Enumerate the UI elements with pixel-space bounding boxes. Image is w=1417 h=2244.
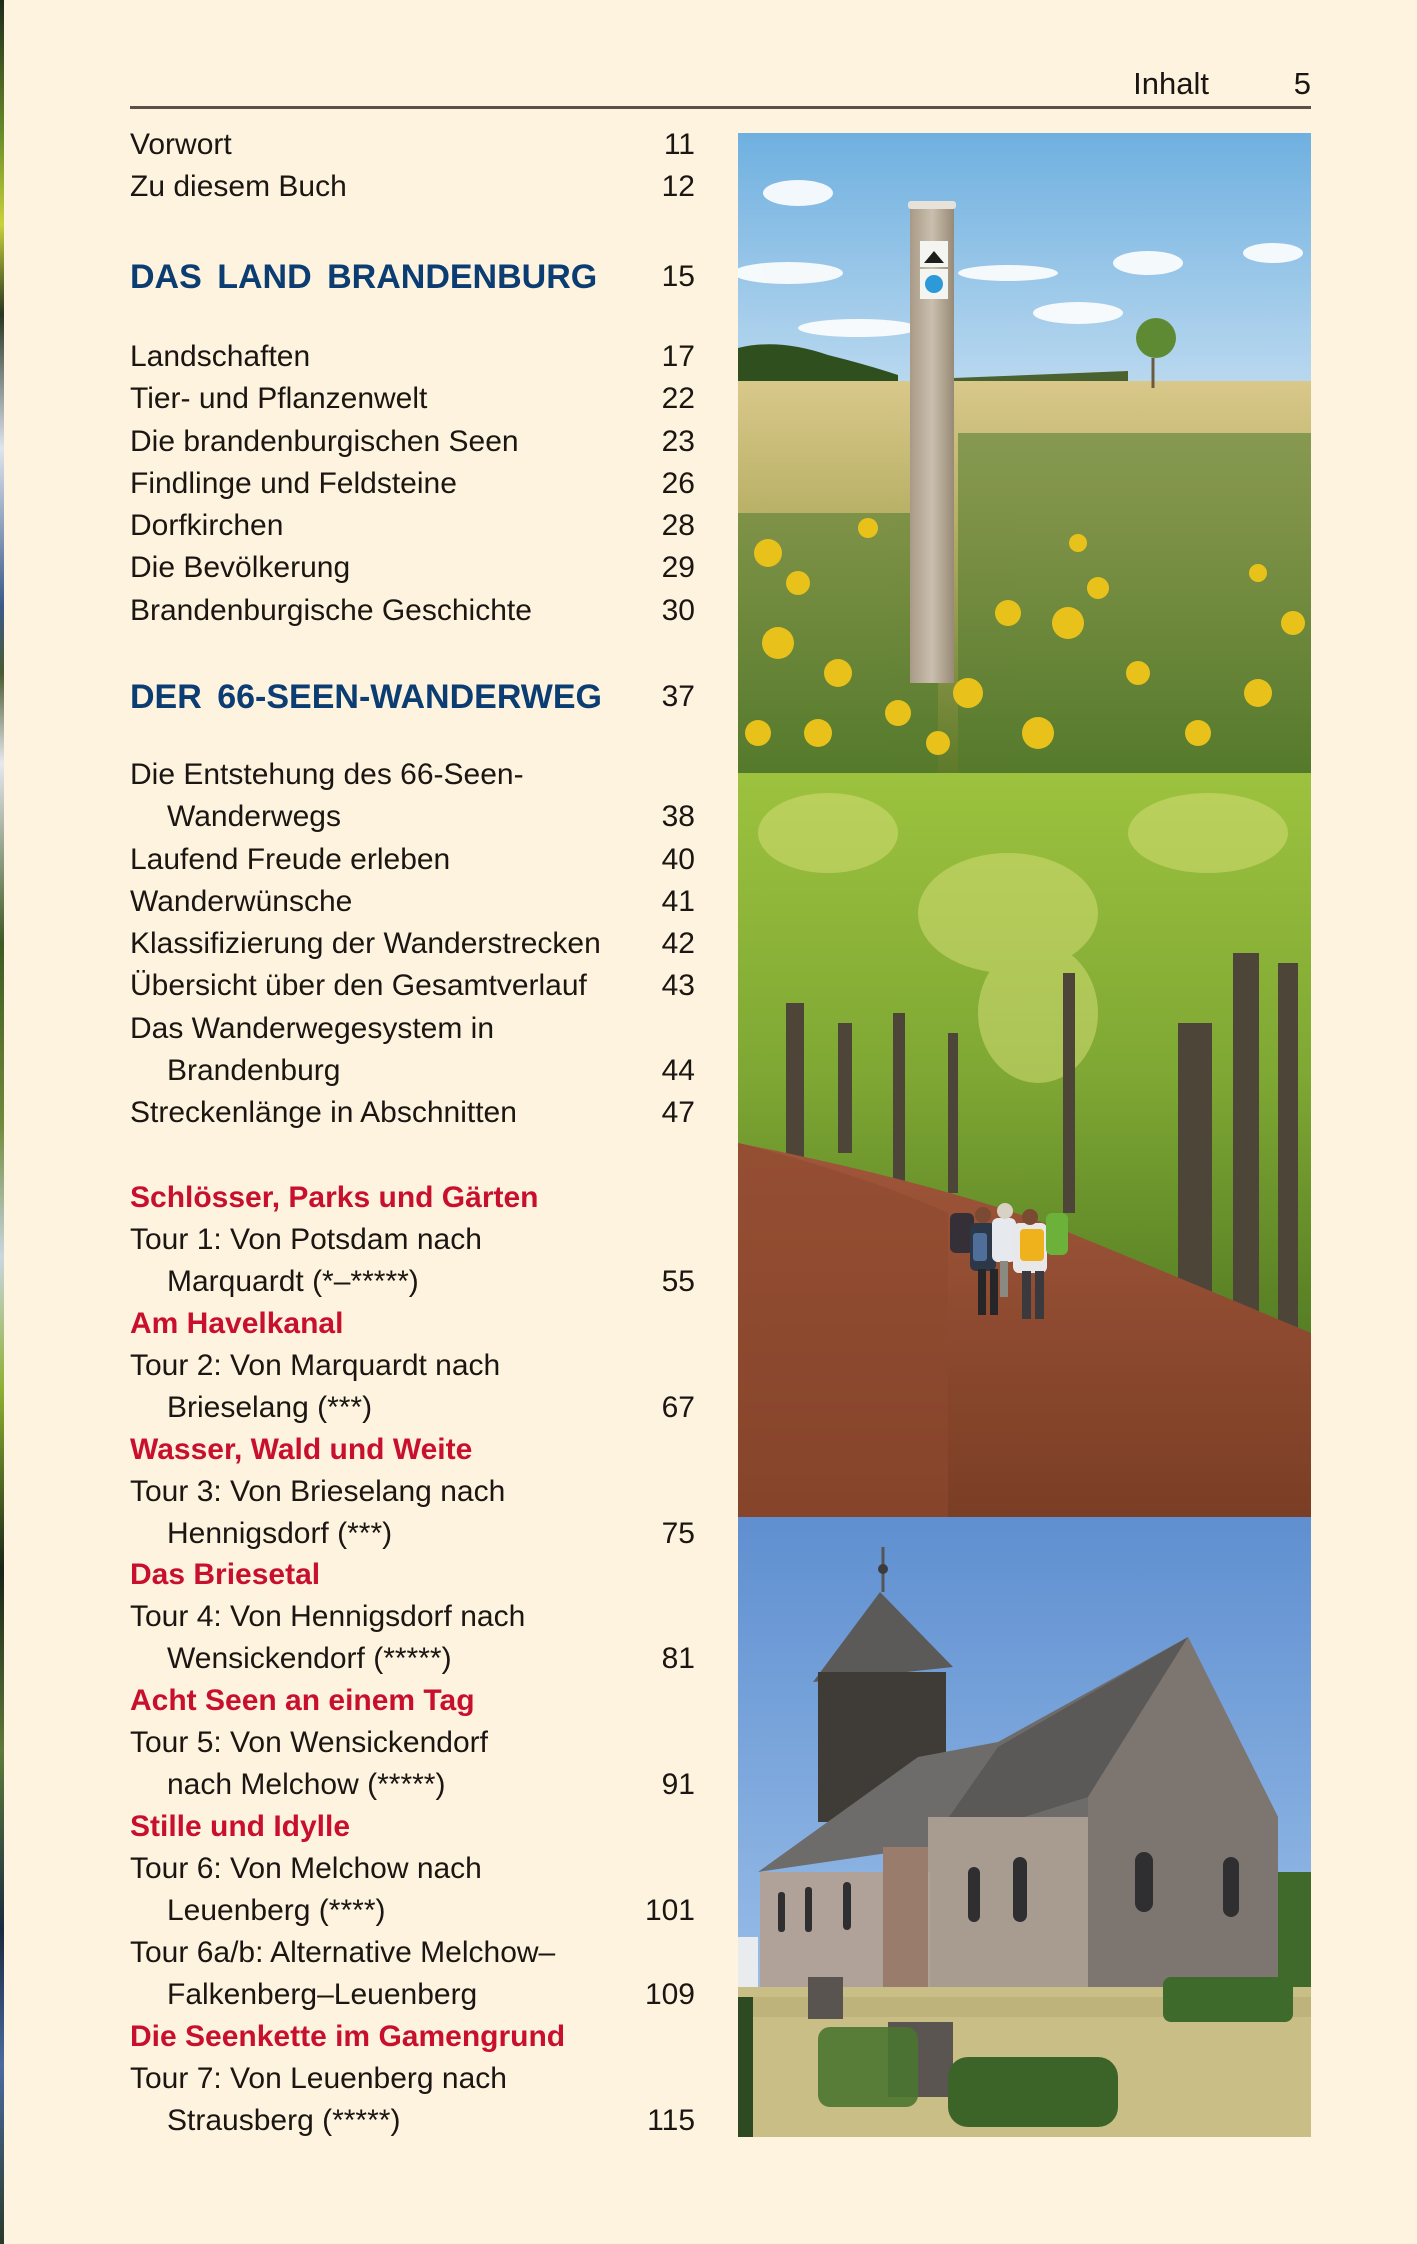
photo-trail-signpost [738, 133, 1311, 773]
section-title: Acht Seen an einem Tag [130, 1684, 475, 1718]
tour-title: Tour 2: Von Marquardt nach [130, 1348, 501, 1382]
toc-chapter2-entries [130, 754, 695, 1135]
tour-entry-continuation[interactable] [130, 1974, 695, 2016]
toc-entry[interactable] [130, 336, 695, 378]
tour-title-cont: Leuenberg (****) [167, 1893, 386, 1927]
running-header [130, 62, 1311, 109]
tour-section-title[interactable] [130, 1806, 695, 1848]
toc-entry-page: 23 [661, 424, 695, 458]
toc-entry-title: Das Wanderwegesystem in [130, 1011, 495, 1045]
toc-entry-page: 11 [663, 128, 695, 161]
tour-title: Tour 3: Von Brieselang nach [130, 1474, 506, 1508]
toc-entry-page: 17 [661, 340, 695, 373]
toc-entry-page: 44 [661, 1054, 695, 1088]
trail-marker-icon [925, 275, 943, 293]
toc-entry-page: 30 [661, 593, 695, 627]
tour-title-cont: Wensickendorf (*****) [167, 1642, 452, 1676]
tour-entry[interactable] [130, 1219, 695, 1261]
tour-title-cont: Brieselang (***) [167, 1390, 373, 1424]
toc-entry-continuation[interactable] [130, 796, 695, 838]
toc-entry-page: 28 [661, 509, 695, 543]
tour-title-cont: Strausberg (*****) [167, 2103, 401, 2137]
toc-entry-page: 41 [661, 884, 695, 918]
tour-title: Tour 5: Von Wensickendorf [130, 1726, 488, 1760]
toc-entry-title: Streckenlänge in Abschnitten [130, 1096, 517, 1130]
tour-page: 75 [661, 1516, 695, 1550]
tour-entry-continuation[interactable] [130, 1387, 695, 1429]
tour-title: Tour 1: Von Potsdam nach [130, 1222, 482, 1256]
toc-entry-page: 12 [661, 170, 695, 204]
section-title: Schlösser, Parks und Gärten [130, 1181, 539, 1214]
tour-entry-continuation[interactable] [130, 1513, 695, 1555]
tour-entry[interactable] [130, 2058, 695, 2100]
tour-page: 91 [661, 1768, 695, 1802]
toc-entry[interactable] [130, 923, 695, 965]
photo-village-church [738, 1517, 1311, 2137]
toc-entry-title: Übersicht über den Gesamtverlauf [130, 969, 587, 1003]
tour-title-cont: nach Melchow (*****) [167, 1768, 446, 1802]
tour-entry[interactable] [130, 1471, 695, 1513]
tour-entry[interactable] [130, 1848, 695, 1890]
toc-entry[interactable] [130, 754, 695, 796]
toc-entry[interactable] [130, 463, 695, 505]
tour-section-title[interactable] [130, 1303, 695, 1345]
chapter-page: 15 [661, 260, 695, 293]
tour-entry[interactable] [130, 1722, 695, 1764]
page-number: 5 [1293, 66, 1311, 101]
toc-entry[interactable] [130, 547, 695, 589]
toc-tours [130, 1177, 695, 2142]
toc-entry-page: 40 [661, 842, 695, 876]
tour-section-title[interactable] [130, 1429, 695, 1471]
chapter-title: DAS LAND BRANDENBURG [130, 258, 598, 296]
tour-title: Tour 6a/b: Alternative Melchow– [130, 1935, 556, 1969]
toc-entry-title: Vorwort [130, 128, 232, 161]
header-section-title: Inhalt [1133, 66, 1209, 101]
tour-page: 81 [661, 1642, 695, 1676]
section-title: Am Havelkanal [130, 1306, 344, 1340]
toc-entry[interactable] [130, 1092, 695, 1134]
tour-page: 101 [644, 1893, 695, 1927]
toc-entry-title: Laufend Freude erleben [130, 842, 451, 876]
toc-entry-title: Die Entstehung des 66-Seen- [130, 758, 524, 791]
tour-section-title[interactable] [130, 1680, 695, 1722]
tour-entry-continuation[interactable] [130, 1261, 695, 1303]
adjacent-page-edge [0, 0, 4, 2244]
toc-entry[interactable] [130, 378, 695, 420]
tour-entry-continuation[interactable] [130, 1890, 695, 1932]
toc-entry[interactable] [130, 965, 695, 1007]
toc-entry[interactable] [130, 1008, 695, 1050]
tour-entry-continuation[interactable] [130, 1764, 695, 1806]
toc-entry[interactable] [130, 421, 695, 463]
tour-section-title[interactable] [130, 1554, 695, 1596]
tour-title-cont: Hennigsdorf (***) [167, 1516, 393, 1550]
toc-entry-title: Brandenburg [167, 1054, 341, 1088]
toc-entry-title: Wanderwegs [167, 800, 341, 834]
tour-section-title[interactable] [130, 1177, 695, 1219]
tour-entry[interactable] [130, 1596, 695, 1638]
toc-entry-page: 42 [661, 927, 695, 961]
toc-entry-title: Tier- und Pflanzenwelt [130, 382, 428, 416]
toc-entry-title: Findlinge und Feldsteine [130, 466, 457, 500]
toc-entry-title: Brandenburgische Geschichte [130, 593, 532, 627]
toc-entry[interactable] [130, 505, 695, 547]
toc-entry-page: 26 [661, 466, 695, 500]
tour-title: Tour 6: Von Melchow nach [130, 1852, 482, 1885]
toc-entry-title: Dorfkirchen [130, 509, 284, 543]
tour-title-cont: Falkenberg–Leuenberg [167, 1977, 478, 2011]
tour-entry-continuation[interactable] [130, 1638, 695, 1680]
tour-page: 67 [661, 1390, 695, 1424]
toc-entry-continuation[interactable] [130, 1050, 695, 1092]
toc-entry[interactable] [130, 881, 695, 923]
toc-entry-page: 38 [661, 800, 695, 834]
tour-entry-continuation[interactable] [130, 2100, 695, 2142]
chapter-heading-66-seen-wanderweg[interactable] [130, 676, 695, 718]
photo-hikers-forest [738, 773, 1311, 1517]
toc-intro [130, 124, 695, 209]
toc-entry[interactable] [130, 839, 695, 881]
section-title: Wasser, Wald und Weite [130, 1432, 473, 1466]
toc-entry-page: 29 [661, 551, 695, 585]
tour-entry[interactable] [130, 1932, 695, 1974]
toc-entry-page: 43 [661, 969, 695, 1003]
toc-entry-page: 22 [661, 382, 695, 416]
tour-title-cont: Marquardt (*–*****) [167, 1264, 419, 1298]
tour-section-title[interactable] [130, 2016, 695, 2058]
tour-page: 115 [647, 2103, 695, 2137]
toc-entry-title: Klassifizierung der Wanderstrecken [130, 927, 601, 961]
chapter-title: DER 66-SEEN-WANDERWEG [130, 678, 602, 716]
toc-entry[interactable] [130, 124, 695, 166]
chapter-page: 37 [661, 680, 695, 713]
toc-entry-title: Zu diesem Buch [130, 170, 347, 204]
toc-entry-page: 47 [661, 1096, 695, 1130]
section-title: Die Seenkette im Gamengrund [130, 2019, 566, 2053]
tour-title: Tour 7: Von Leuenberg nach [130, 2061, 507, 2095]
chapter-heading-brandenburg[interactable] [130, 256, 695, 298]
toc-entry[interactable] [130, 590, 695, 632]
toc-entry[interactable] [130, 166, 695, 208]
section-title: Stille und Idylle [130, 1810, 351, 1844]
toc-entry-title: Die brandenburgischen Seen [130, 424, 519, 458]
toc-entry-title: Landschaften [130, 340, 311, 373]
tour-page: 109 [644, 1977, 695, 2011]
tour-title: Tour 4: Von Hennigsdorf nach [130, 1600, 526, 1634]
toc-entry-title: Die Bevölkerung [130, 551, 351, 585]
tour-page: 55 [661, 1264, 695, 1298]
toc-entry-title: Wanderwünsche [130, 884, 353, 918]
tour-entry[interactable] [130, 1345, 695, 1387]
section-title: Das Briesetal [130, 1558, 321, 1592]
toc-chapter1-entries [130, 336, 695, 632]
